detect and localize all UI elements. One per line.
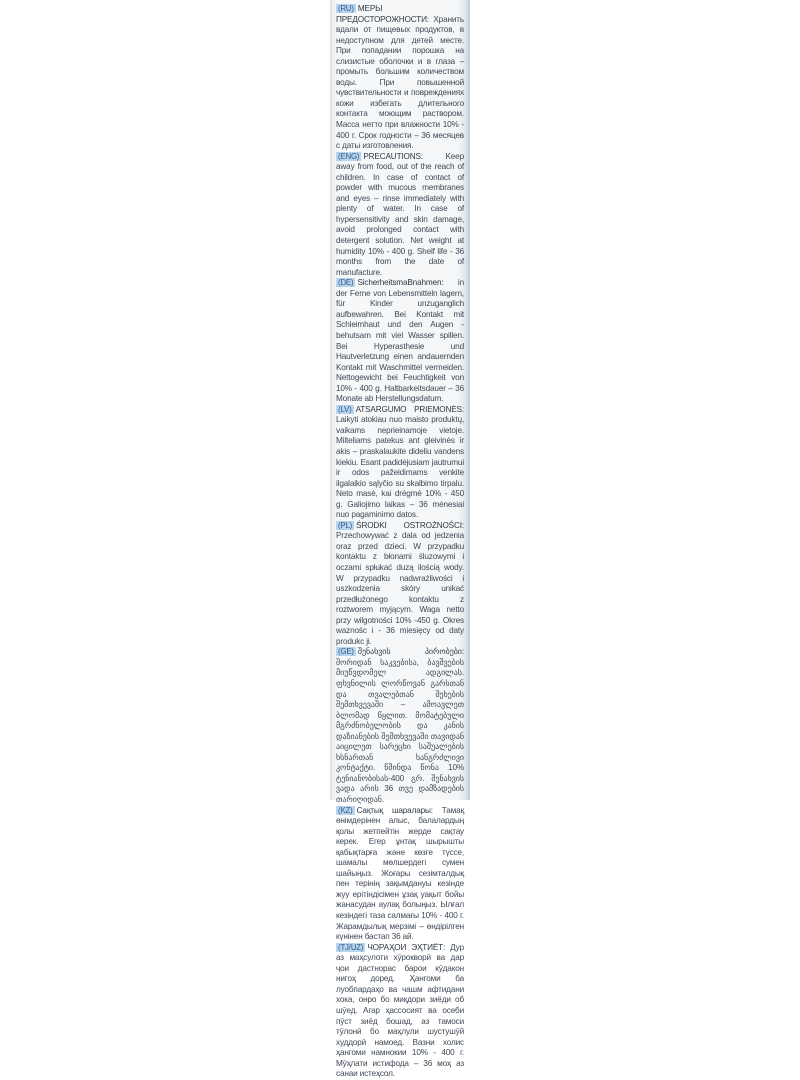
section-de — [336, 278, 464, 405]
section-tj-uz — [336, 943, 464, 1080]
section-body: Keep away from food, out of the reach of children. In case of contact of powder with mucous membranes and eyes – rinse immediately with plenty of water. In case of hypersensitivity and skin damage, avoid prolonged contact with detergent solution. Net weight at humidity 10% - 400 g. Shelf life - 36 months from the date of manufacture. — [336, 151, 464, 277]
section-heading: ŚRODKI OSTROŻNOŚCI: — [356, 520, 464, 530]
label-strip-edge — [468, 0, 470, 800]
lang-code-badge: (KZ) — [338, 805, 353, 815]
section-ru — [336, 4, 464, 152]
section-lv — [336, 405, 464, 521]
section-heading: შენახვის პირობები: — [357, 647, 464, 657]
section-heading: SicherheitsmaBnahmen: — [357, 278, 444, 288]
section-kz — [336, 806, 464, 943]
section-body: Тамақ өнімдерінен алыс, балалардың қолы жетпейтін жерде сақтау керек. Егер ұнтақ шырышты қабықтарға және көзге түссе, шамалы мөлшердегі сумен шайыңыз. Жоғары сезімталдық пен терінің зақымдануы кезінде жуу ерітіндісімен ұзақ уақыт бойы жанасудан аулақ болыңыз. Ылғал кезіндегі таза салмағы 10% - 400 г. Жарамдылық мерзімі – өндірілген күнінен бастап 36 ай. — [336, 805, 464, 942]
lang-code-badge: (DE) — [338, 278, 354, 288]
lang-code-badge: (GE) — [338, 647, 354, 657]
section-body: Хранить вдали от пищевых продуктов, в недоступном для детей месте. При попадании порошка на слизистые оболочки и в глаза – промыть большим количеством воды. При повышенной чувствительности и повреждениях кожи избегать длительного контакта моющим раствором. Масса нетто при влажности 10% - 400 г. Срок годности – 36 месяцев с даты изготовления. — [336, 14, 464, 151]
section-body: in der Ferne von Lebensmitteln lagern, für Kinder unzuganglich aufbewahren. Bei Kontakt mit Schleimhaut und den Augen - behutsam mit viel Wasser spillen. Bei Hyperasthesie und Hautverletzung einen andauernden Kontakt mit Waschmittel vermeiden. Nettogewicht bei Feuchtigkeit von 10% - 400 g. Haltbarkeitsdauer – 36 Monate ab Herstellungsdatum. — [336, 278, 464, 404]
section-heading: ATSARGUMO PRIEMONĖS: — [355, 404, 464, 414]
lang-code-badge: (RU) — [338, 4, 354, 13]
section-body: Przechowywać z dala od jedzenia oraz przed dzieci. W przypadku kontaktu z błonami śluzowymi i oczami spłukać duzą ilością wody. W przypadku nadwrażliwości i uszkodzenia skóry unikać przedłużonego kontaktu z roztworem myjącym. Waga netto przy wilgotności 10% -450 g. Okres waznośc i - 36 miesięcy od daty produkc ji. — [336, 531, 464, 646]
lang-code-badge: (PL) — [338, 520, 353, 530]
section-heading: ЧОРАҲОИ ЭҲТИЁТ: — [367, 942, 446, 952]
section-body: Laikyti atokiau nuo maisto produktų, vaikams neprieinamoje vietoje. Milteliams patekus ant gleivinės ir akis – praskalaukite dideliu vandens kiekiu. Esant padidėjusiam jautrumui ir odos pažeidimams venkite ilgalaikio sąlyčio su skalbimo tirpalu. Neto masė, kai drėgmė 10% - 450 g. Galiojimo laikas – 36 mėnesiai nuo pagaminimo datos. — [336, 415, 464, 520]
lang-code-badge: (TJ/UZ) — [338, 942, 364, 952]
section-ge — [336, 647, 464, 805]
section-eng — [336, 152, 464, 279]
precautions-text-block — [336, 4, 464, 1080]
section-body: Дур аз маҳсулоти хӯрокворӣ ва дар ҷои дастнорас барои кӯдакон нигоҳ доред. Ҳангоми ба луобпардаҳо ва чашм афтидани хока, онро бо миқдори зиёди об шӯед. Агар ҳассосият ва осеби пӯст зиёд бошад, аз тамоси тӯлонӣ бо маҳлули шустушӯй худдорӣ намоед. Вазни холис ҳангоми намнокии 10% - 400 г. Мӯҳлати истифода – 36 моҳ аз санаи истеҳсол. — [336, 942, 464, 1079]
section-heading: МЕРЫ ПРЕДОСТОРОЖНОСТИ: — [336, 4, 429, 24]
lang-code-badge: (LV) — [338, 404, 352, 414]
section-heading: PRECAUTIONS: — [363, 151, 423, 161]
section-pl — [336, 521, 464, 648]
lang-code-badge: (ENG) — [338, 151, 360, 161]
section-heading: Сақтық шаралары: — [356, 805, 433, 815]
section-body: შორიდან საკვებისა, ბავშვების მიუწვდომელ ადგილას. ფხვნილის ლორწოვან გარსთან და თვალებთან შეხების შემთხვევაში – ამოავლეთ ბლომად წყლით. მომატებული მგრძნობელობის და კანის დაზიანების შემთხვევაში თავიდან აიცილეთ სარეცხი საშუალების ხსნართან ხანგრძლივი კონტაქტი. წმინდა წონა 10% ტენიანობისას-400 გრ. შენახვის ვადა არის 36 თვე დამზადების თარიღიდან. — [336, 657, 464, 805]
